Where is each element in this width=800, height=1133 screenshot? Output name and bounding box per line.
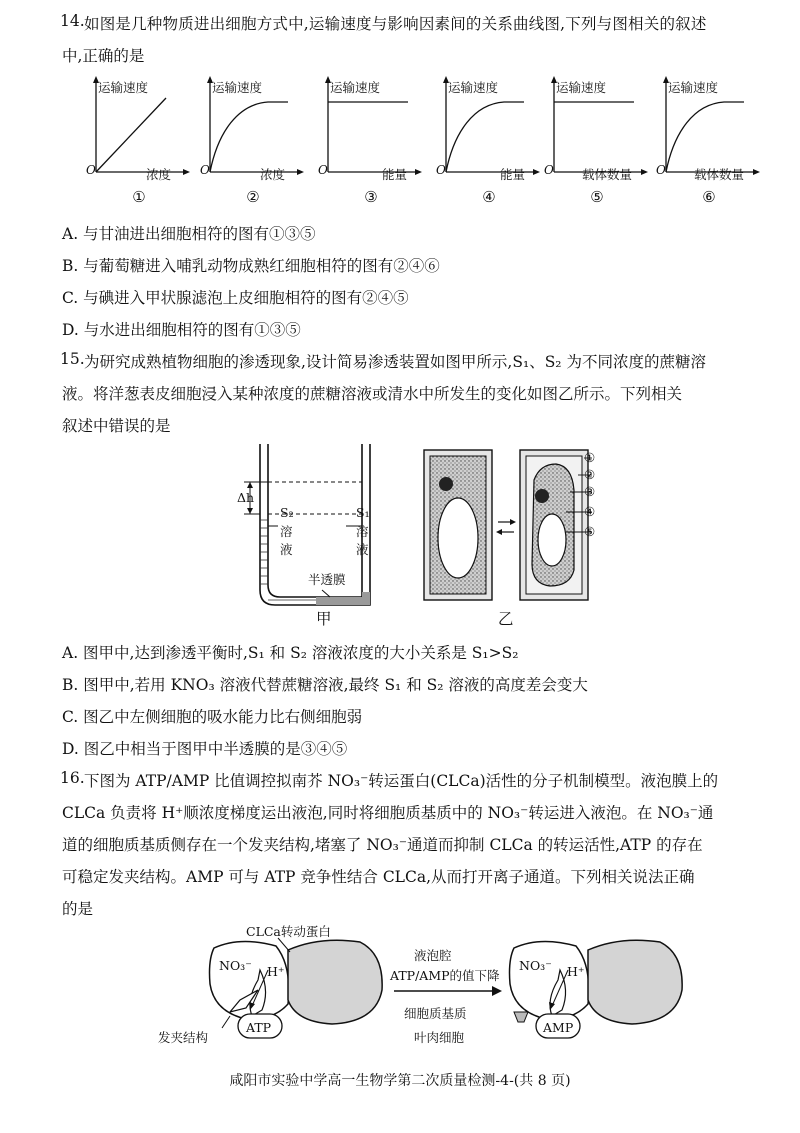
delta-h-label: Δh bbox=[237, 490, 255, 505]
option-c[interactable]: C. 与碘进入甲状腺滤泡上皮细胞相符的图有②④⑤ bbox=[62, 289, 409, 307]
graph-2 bbox=[198, 72, 308, 207]
option-d[interactable]: D. 图乙中相当于图甲中半透膜的是③④⑤ bbox=[62, 740, 348, 758]
question-number: 15. bbox=[60, 350, 85, 368]
question-number: 16. bbox=[60, 769, 85, 787]
option-b[interactable]: B. 与葡萄糖进入哺乳动物成熟红细胞相符的图有②④⑥ bbox=[62, 257, 440, 275]
x-axis-label: 浓度 bbox=[260, 167, 286, 182]
page-footer: 咸阳市实验中学高一生物学第二次质量检测-4-(共 8 页) bbox=[229, 1073, 571, 1089]
cell-label-1: ① bbox=[584, 450, 596, 465]
clca-closed-diagram bbox=[200, 930, 400, 1050]
x-axis-label: 载体数量 bbox=[694, 167, 745, 182]
cell-label-3: ③ bbox=[584, 484, 596, 499]
x-axis-label: 载体数量 bbox=[582, 167, 633, 182]
origin-label: O bbox=[436, 163, 446, 177]
s2-ye-label: 液 bbox=[280, 542, 293, 557]
membrane-label: 半透膜 bbox=[308, 572, 346, 587]
x-axis-label: 能量 bbox=[500, 167, 526, 182]
transition-arrow bbox=[392, 985, 504, 997]
origin-label: O bbox=[318, 163, 328, 177]
cell-label-5: ⑤ bbox=[584, 524, 596, 539]
graph-number: ⑤ bbox=[590, 188, 604, 206]
graph-5 bbox=[542, 72, 652, 207]
amp-label: AMP bbox=[543, 1020, 574, 1035]
no3-label-left: NO₃⁻ bbox=[219, 958, 252, 973]
question-stem: 的是 bbox=[62, 900, 94, 918]
question-stem: 液。将洋葱表皮细胞浸入某种浓度的蔗糖溶液或清水中所发生的变化如图乙所示。下列相关 bbox=[62, 385, 683, 403]
s1-label: S₁ bbox=[356, 505, 370, 520]
s1-rong-label: 溶 bbox=[356, 524, 369, 539]
s2-label: S₂ bbox=[280, 505, 294, 520]
plant-cell-figure bbox=[420, 440, 600, 610]
arrow-bottom-line2: 叶肉细胞 bbox=[414, 1030, 465, 1045]
x-axis-label: 能量 bbox=[382, 167, 408, 182]
question-stem: 可稳定发夹结构。AMP 可与 ATP 竞争性结合 CLCa,从而打开离子通道。下列相关说法正确 bbox=[62, 868, 695, 886]
graph-number: ④ bbox=[482, 188, 496, 206]
question-stem: 中,正确的是 bbox=[62, 47, 145, 65]
y-axis-label: 运输速度 bbox=[668, 80, 719, 95]
y-axis-label: 运输速度 bbox=[212, 80, 263, 95]
clca-label: CLCa转动蛋白 bbox=[246, 924, 331, 939]
question-stem: 为研究成熟植物细胞的渗透现象,设计简易渗透装置如图甲所示,S₁、S₂ 为不同浓度的蔗糖溶 bbox=[84, 353, 706, 371]
s1-ye-label: 液 bbox=[356, 542, 369, 557]
graph-number: ① bbox=[132, 188, 146, 206]
graph-6 bbox=[654, 72, 764, 207]
s2-rong-label: 溶 bbox=[280, 524, 293, 539]
arrow-top-line2: ATP/AMP的值下降 bbox=[390, 968, 500, 983]
origin-label: O bbox=[544, 163, 554, 177]
y-axis-label: 运输速度 bbox=[448, 80, 499, 95]
graph-1 bbox=[84, 72, 194, 207]
graph-number: ③ bbox=[364, 188, 378, 206]
no3-label-right: NO₃⁻ bbox=[519, 958, 552, 973]
arrow-bottom-line1: 细胞质基质 bbox=[404, 1006, 467, 1021]
y-axis-label: 运输速度 bbox=[330, 80, 381, 95]
cell-label-4: ④ bbox=[584, 504, 596, 519]
h-label-right: H⁺ bbox=[567, 964, 585, 979]
clca-open-diagram bbox=[500, 930, 700, 1050]
option-d[interactable]: D. 与水进出细胞相符的图有①③⑤ bbox=[62, 321, 301, 339]
graph-3 bbox=[316, 72, 426, 207]
graph-row bbox=[0, 72, 800, 212]
h-label-left: H⁺ bbox=[267, 964, 285, 979]
atp-label: ATP bbox=[246, 1020, 272, 1035]
question-stem: 下图为 ATP/AMP 比值调控拟南芥 NO₃⁻转运蛋白(CLCa)活性的分子机制模型。液泡膜上的 bbox=[84, 772, 719, 790]
graph-number: ② bbox=[246, 188, 260, 206]
origin-label: O bbox=[86, 163, 96, 177]
figure-yi-caption: 乙 bbox=[498, 610, 514, 628]
origin-label: O bbox=[200, 163, 210, 177]
graph-4 bbox=[434, 72, 544, 207]
option-b[interactable]: B. 图甲中,若用 KNO₃ 溶液代替蔗糖溶液,最终 S₁ 和 S₂ 溶液的高度差会变大 bbox=[62, 676, 588, 694]
y-axis-label: 运输速度 bbox=[556, 80, 607, 95]
question-stem: 如图是几种物质进出细胞方式中,运输速度与影响因素间的关系曲线图,下列与图相关的叙述 bbox=[84, 15, 707, 33]
option-a[interactable]: A. 图甲中,达到渗透平衡时,S₁ 和 S₂ 溶液浓度的大小关系是 S₁>S₂ bbox=[62, 644, 519, 662]
question-number: 14. bbox=[60, 12, 85, 30]
figure-jia-caption: 甲 bbox=[316, 610, 332, 628]
question-stem: 叙述中错误的是 bbox=[62, 417, 171, 435]
cell-label-2: ② bbox=[584, 467, 596, 482]
arrow-top-line1: 液泡腔 bbox=[414, 948, 452, 963]
hairpin-label: 发夹结构 bbox=[158, 1030, 209, 1045]
x-axis-label: 浓度 bbox=[146, 167, 172, 182]
origin-label: O bbox=[656, 163, 666, 177]
y-axis-label: 运输速度 bbox=[98, 80, 149, 95]
question-stem: 道的细胞质基质侧存在一个发夹结构,堵塞了 NO₃⁻通道而抑制 CLCa 的转运活性,ATP 的存在 bbox=[62, 836, 703, 854]
question-stem: CLCa 负责将 H⁺顺浓度梯度运出液泡,同时将细胞质基质中的 NO₃⁻转运进入液泡。在 NO₃⁻通 bbox=[62, 804, 714, 822]
option-a[interactable]: A. 与甘油进出细胞相符的图有①③⑤ bbox=[62, 225, 316, 243]
graph-number: ⑥ bbox=[702, 188, 716, 206]
option-c[interactable]: C. 图乙中左侧细胞的吸水能力比右侧细胞弱 bbox=[62, 708, 363, 726]
